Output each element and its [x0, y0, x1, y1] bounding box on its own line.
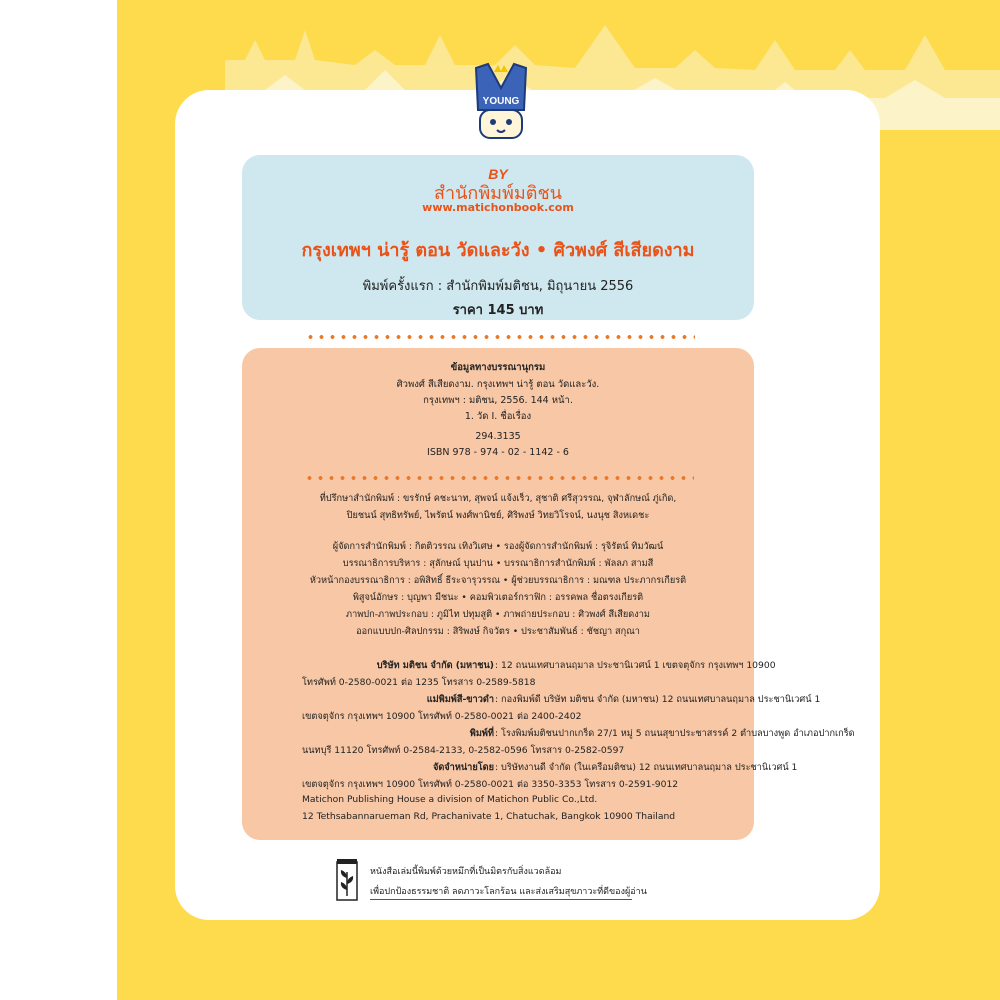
staff-line: พิสูจน์อักษร : บุญพา มีชนะ • คอมพิวเตอร์กราฟิก : อรรคพล ชื่อตรงเกียรติ	[352, 592, 644, 603]
cip-line: กรุงเทพฯ : มติชน, 2556. 144 หน้า.	[423, 395, 573, 406]
isbn: ISBN 978 - 974 - 02 - 1142 - 6	[427, 447, 569, 458]
book-title: กรุงเทพฯ น่ารู้ ตอน วัดและวัง • ศิวพงศ์ สีเสียดงาม	[301, 240, 695, 261]
publisher-name: สำนักพิมพ์มติชน	[434, 183, 562, 204]
young-logo-icon	[470, 62, 532, 142]
eco-notice	[330, 858, 647, 906]
separation-address: : กองพิมพ์ดี บริษัท มติชน จำกัด (มหาชน) 12 ถนนเทศบาลนฤมาล ประชานิเวศน์ 1	[495, 694, 821, 705]
publisher-phone: โทรศัพท์ 0-2580-0021 ต่อ 1235 โทรสาร 0-2589-5818	[302, 677, 536, 688]
printer-label: พิมพ์ที่	[469, 728, 494, 739]
dotted-divider	[304, 476, 694, 480]
distributor-address: : บริษัทงานดี จำกัด (ในเครือมติชน) 12 ถนนเทศบาลนฤมาล ประชานิเวศน์ 1	[495, 762, 798, 773]
staff-line: หัวหน้ากองบรรณาธิการ : อพิสิทธิ์ ธีระจารุวรรณ • ผู้ช่วยบรรณาธิการ : มณฑล ประภากรเกียรติ	[309, 575, 687, 586]
advisors-line: ที่ปรึกษาสำนักพิมพ์ : ขรรักษ์ คชะนาท, สุพจน์ แจ้งเร็ว, สุชาติ ศรีสุวรรณ, จุฬาลักษณ์ ภู่เกิด,	[319, 493, 677, 504]
distributor-phone: เขตจตุจักร กรุงเทพฯ 10900 โทรศัพท์ 0-2580-0021 ต่อ 3350-3353 โทรสาร 0-2591-9012	[302, 779, 679, 790]
edition-line: พิมพ์ครั้งแรก : สำนักพิมพ์มติชน, มิถุนายน 2556	[362, 279, 634, 294]
printer-phone: นนทบุรี 11120 โทรศัพท์ 0-2584-2133, 0-2582-0596 โทรสาร 0-2582-0597	[302, 745, 625, 756]
dotted-divider	[305, 335, 695, 339]
publisher-panel	[242, 155, 754, 320]
cip-heading: ข้อมูลทางบรรณานุกรม	[450, 362, 546, 373]
publisher-website: www.matichonbook.com	[422, 201, 574, 214]
cip-line: 294.3135	[475, 431, 521, 442]
eco-underline	[370, 899, 632, 900]
english-address: 12 Tethsabannarueman Rd, Prachanivate 1, Chatuchak, Bangkok 10900 Thailand	[302, 811, 676, 822]
staff-line: บรรณาธิการบริหาร : สุลักษณ์ บุนปาน • บรรณาธิการสำนักพิมพ์ : พัลลภ สามสี	[342, 558, 654, 569]
colophon-panel	[242, 348, 855, 840]
publisher-address: : 12 ถนนเทศบาลนฤมาล ประชานิเวศน์ 1 เขตจตุจักร กรุงเทพฯ 10900	[495, 660, 776, 671]
distributor-label: จัดจำหน่ายโดย	[432, 762, 494, 773]
eco-notice-line: เพื่อปกป้องธรรมชาติ ลดภาวะโลกร้อน และส่งเสริมสุขภาวะที่ดีของผู้อ่าน	[370, 887, 647, 897]
staff-line: ภาพปก-ภาพประกอบ : ภูมิไท ปทุมสูติ • ภาพถ่ายประกอบ : ศิวพงศ์ สีเสียดงาม	[346, 609, 650, 620]
by-label: BY	[488, 166, 508, 182]
staff-line: ผู้จัดการสำนักพิมพ์ : กิตติวรรณ เทิงวิเศษ • รองผู้จัดการสำนักพิมพ์ : รุจิรัตน์ ทิมวัฒน์	[332, 541, 664, 552]
logo-text: YOUNG	[482, 96, 520, 107]
printer-address: : โรงพิมพ์มติชนปากเกร็ด 27/1 หมู่ 5 ถนนสุขาประชาสรรค์ 2 ตำบลบางพูด อำเภอปากเกร็ด	[495, 728, 855, 739]
cip-line: ศิวพงศ์ สีเสียดงาม. กรุงเทพฯ น่ารู้ ตอน วัดและวัง.	[396, 379, 600, 390]
separation-phone: เขตจตุจักร กรุงเทพฯ 10900 โทรศัพท์ 0-2580-0021 ต่อ 2400-2402	[302, 711, 582, 722]
advisors-line: ปิยชนน์ สุทธิทรัพย์, ไพรัตน์ พงศ์พานิชย์, ศิริพงษ์ วิทยวิโรจน์, นงนุช สิงหเดชะ	[346, 510, 650, 521]
price-line: ราคา 145 บาท	[452, 303, 544, 318]
publisher-label: บริษัท มติชน จำกัด (มหาชน)	[376, 660, 494, 671]
english-company-name: Matichon Publishing House a division of Matichon Public Co.,Ltd.	[302, 794, 598, 805]
staff-line: ออกแบบปก-ศิลปกรรม : สิริพงษ์ กิจวัตร • ประชาสัมพันธ์ : ชัชญา สกุณา	[356, 626, 640, 637]
eco-book-leaf-icon	[336, 858, 358, 902]
separation-label: แม่พิมพ์สี-ขาวดำ	[426, 694, 494, 705]
eco-notice-line: หนังสือเล่มนี้พิมพ์ด้วยหมึกที่เป็นมิตรกับสิ่งแวดล้อม	[370, 867, 562, 877]
cip-line: 1. วัด I. ชื่อเรื่อง	[464, 411, 532, 422]
